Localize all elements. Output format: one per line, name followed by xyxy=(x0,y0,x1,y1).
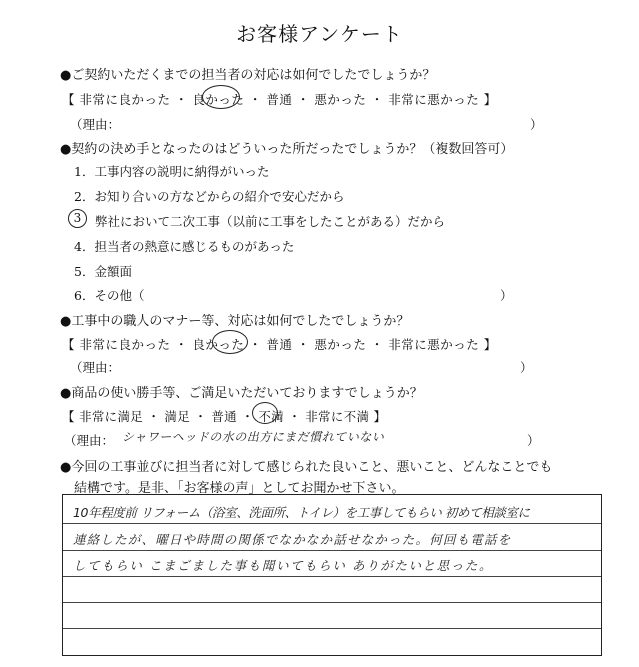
comment-box xyxy=(62,494,602,656)
q2-item-6: 6．その他（ xyxy=(74,288,145,303)
q5-question-line2: 結構です。是非、「お客様の声」としてお聞かせ下さい。 xyxy=(74,481,405,496)
q5-question-line1: ●今回の工事並びに担当者に対して感じられた良いこと、悪いこと、どんなことでも xyxy=(60,460,553,475)
comment-rule xyxy=(63,576,601,577)
q3-selected-circle xyxy=(212,330,248,354)
q2-circled-number: 3 xyxy=(68,209,87,228)
q3-question: ●工事中の職人のマナー等、対応は如何でしたでしょうか？ xyxy=(60,314,410,329)
q1-reason-label: （理由： xyxy=(70,117,121,132)
comment-line-3: してもらい こまごました事も聞いてもらい ありがたいと思った。 xyxy=(73,558,494,573)
comment-line-2: 連絡したが、曜日や時間の関係でなかなか話せなかった。何回も電話を xyxy=(73,532,512,547)
q1-reason-close: ） xyxy=(530,117,543,132)
q3-options: 【 非常に良かった ・ 良かった ・ 普通 ・ 悪かった ・ 非常に悪かった 】 xyxy=(62,337,497,352)
q4-reason-close: ） xyxy=(527,433,540,448)
q2-item-1: 1．工事内容の説明に納得がいった xyxy=(74,164,270,179)
q2-item-2: 2．お知り合いの方などからの紹介で安心だから xyxy=(74,189,345,204)
q2-item-4: 4．担当者の熱意に感じるものがあった xyxy=(74,239,295,254)
comment-rule xyxy=(63,602,601,603)
comment-rule xyxy=(63,523,601,524)
comment-rule xyxy=(63,550,601,551)
page-title: お客様アンケート xyxy=(236,22,403,46)
q4-options: 【 非常に満足 ・ 満足 ・ 普通 ・ 不満 ・ 非常に不満 】 xyxy=(62,409,387,424)
q3-reason-label: （理由： xyxy=(70,360,121,375)
q2-item-5: 5．金額面 xyxy=(74,264,132,279)
q2-item-3: 弊社において二次工事（以前に工事をしたことがある）だから xyxy=(95,214,446,229)
q1-options: 【 非常に良かった ・ 良かった ・ 普通 ・ 悪かった ・ 非常に悪かった 】 xyxy=(62,92,497,107)
q4-reason-label: （理由： xyxy=(64,433,115,448)
q3-reason-close: ） xyxy=(520,360,533,375)
q4-question: ●商品の使い勝手等、ご満足いただいておりますでしょうか？ xyxy=(60,386,423,401)
q2-question: ●契約の決め手となったのはどういった所だったでしょうか？（複数回答可） xyxy=(60,142,514,157)
q4-selected-circle xyxy=(252,402,278,424)
comment-line-1: 10年程度前 リフォーム（浴室、洗面所、トイレ）を工事してもらい 初めて相談室に xyxy=(73,505,530,520)
q4-reason-handwritten: シャワーヘッドの水の出方にまだ慣れていない xyxy=(122,430,385,444)
q2-item-6-close: ） xyxy=(500,288,513,303)
q1-selected-circle xyxy=(202,85,240,109)
q1-question: ●ご契約いただくまでの担当者の対応は如何でしたでしょうか？ xyxy=(60,68,436,83)
comment-rule xyxy=(63,628,601,629)
